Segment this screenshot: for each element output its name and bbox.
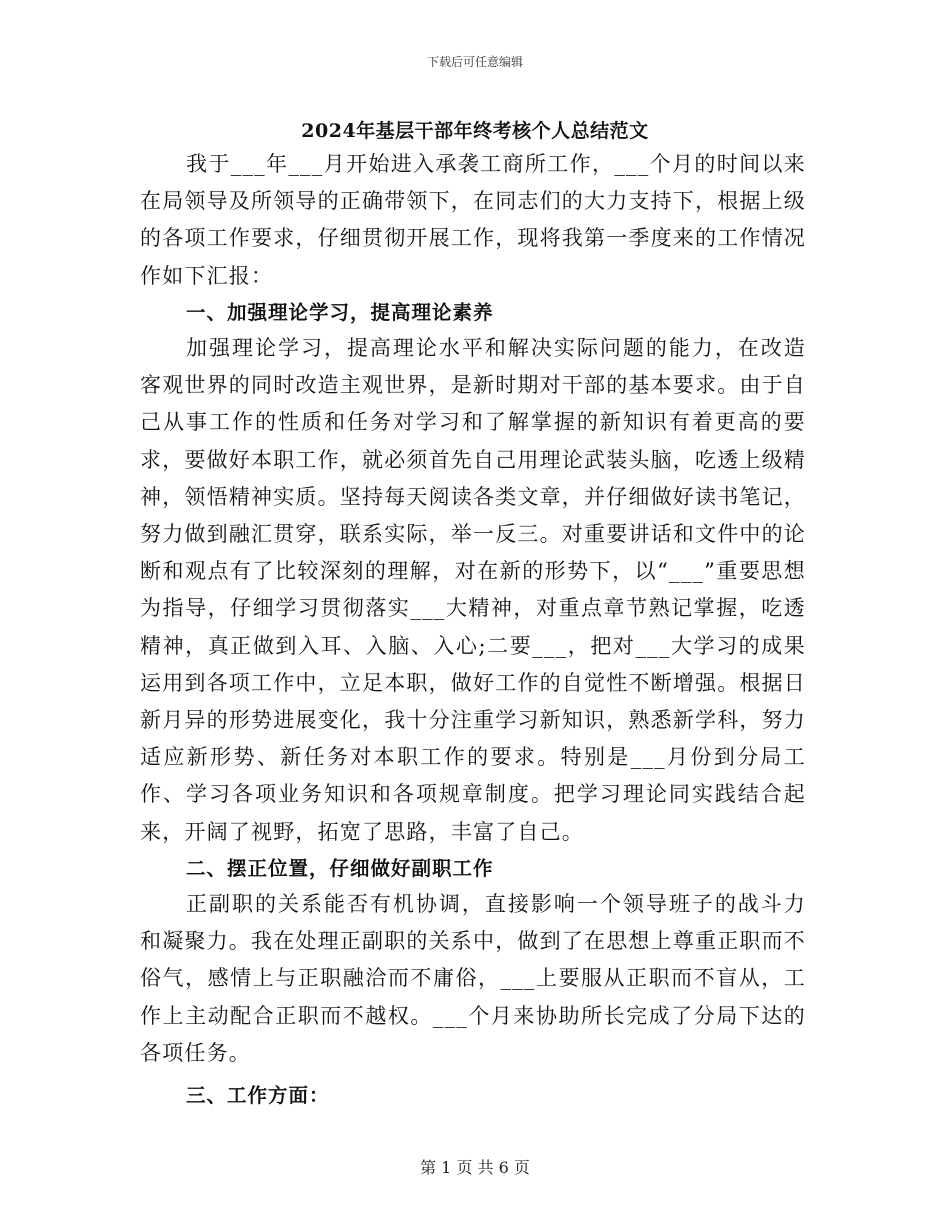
section-1-paragraph: 加强理论学习，提高理论水平和解决实际问题的能力，在改造客观世界的同时改造主观世界，是新时期对干部的基本要求。由于自己从事工作的性质和任务对学习和了解掌握的新知识有着更高的要求，要做好本职工作，就必须首先自己用理论武装头脑，吃透上级精神，领悟精神实质。坚持每天阅读各类文章，并仔细做好读书笔记，努力做到融汇贯穿，联系实际，举一反三。对重要讲话和文件中的论断和观点有了比较深刻的理解，对在新的形势下，以“___”重要思想为指导，仔细学习贯彻落实___大精神，对重点章节熟记掌握，吃透精神，真正做到入耳、入脑、入心;二要___，把对___大学习的成果运用到各项工作中，立足本职，做好工作的自觉性不断增强。根据日新月异的形势进展变化，我十分注重学习新知识，熟悉新学科，努力适应新形势、新任务对本职工作的要求。特别是___月份到分局工作、学习各项业务知识和各项规章制度。把学习理论同实践结合起来，开阔了视野，拓宽了思路，丰富了自己。: [140, 336, 806, 844]
page-number: 第 1 页 共 6 页: [420, 1158, 530, 1177]
section-2-heading: 二、摆正位置，仔细做好副职工作: [186, 857, 494, 880]
section-2-paragraph: 正副职的关系能否有机协调，直接影响一个领导班子的战斗力和凝聚力。我在处理正副职的关系中，做到了在思想上尊重正职而不俗气，感情上与正职融洽而不庸俗，___上要服从正职而不盲从，工作上主动配合正职而不越权。___个月来协助所长完成了分局下达的各项任务。: [140, 892, 806, 1065]
section-1-heading: 一、加强理论学习，提高理论素养: [186, 301, 494, 324]
intro-paragraph: 我于___年___月开始进入承袭工商所工作，___个月的时间以来在局领导及所领导的正确带领下，在同志们的大力支持下，根据上级的各项工作要求，仔细贯彻开展工作，现将我第一季度来的工作情况作如下汇报：: [140, 152, 806, 288]
header-note: 下载后可任意编辑: [426, 55, 523, 69]
section-3-heading: 三、工作方面：: [186, 1084, 330, 1107]
document-title: 2024年基层干部年终考核个人总结范文: [301, 120, 649, 142]
